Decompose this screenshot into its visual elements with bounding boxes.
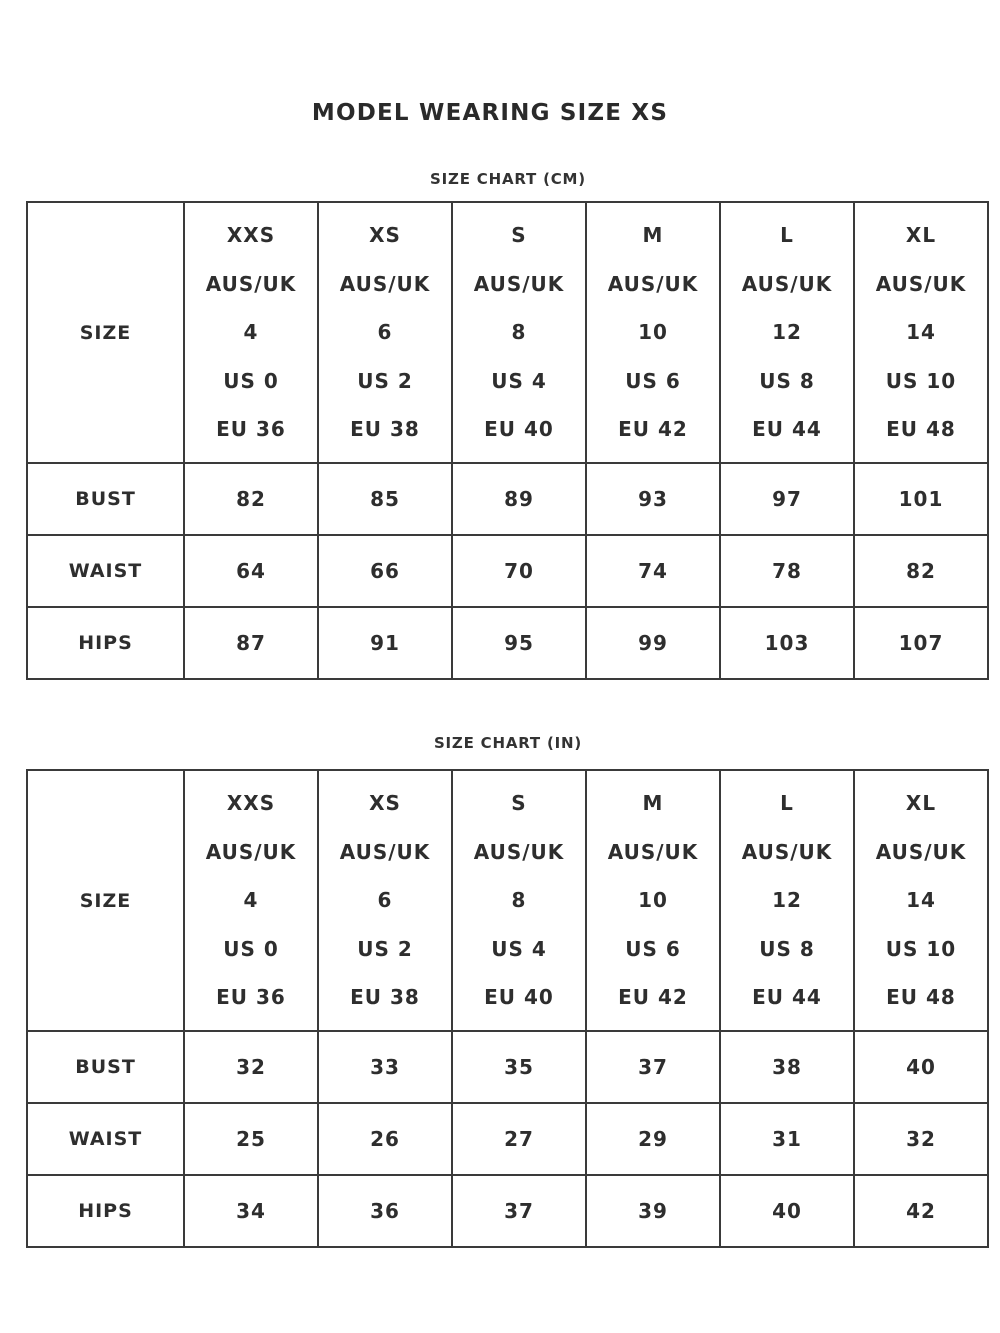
aus-uk-label: AUS/UK [473,271,565,296]
eu-size: EU 44 [752,417,822,442]
bust-cell: 33 [318,1031,452,1103]
size-header-row [27,770,988,1031]
waist-cell: 78 [720,535,854,607]
eu-size: EU 48 [886,985,956,1010]
hips-cell: 107 [854,607,988,679]
size-letter: M [642,791,664,816]
us-size: US 2 [357,936,413,961]
waist-cell: 26 [318,1103,452,1175]
eu-size: EU 36 [216,985,286,1010]
waist-row-label: WAIST [27,1103,184,1175]
aus-uk-size: 12 [772,888,802,913]
page-title: MODEL WEARING SIZE XS [311,100,669,126]
hips-row-label: HIPS [27,1175,184,1247]
size-chart-in-caption: SIZE CHART (IN) [433,734,583,752]
eu-size: EU 44 [752,985,822,1010]
us-size: US 8 [759,368,815,393]
bust-cell: 89 [452,463,586,535]
bust-row [27,1031,988,1103]
waist-row-label: WAIST [27,535,184,607]
size-header-cell-s [452,202,586,463]
waist-row [27,1103,988,1175]
hips-cell: 99 [586,607,720,679]
size-letter: M [642,223,664,248]
us-size: US 4 [491,368,547,393]
hips-cell: 87 [184,607,318,679]
bust-cell: 85 [318,463,452,535]
size-header-cell-l [720,202,854,463]
aus-uk-size: 14 [906,888,936,913]
waist-cell: 27 [452,1103,586,1175]
us-size: US 6 [625,936,681,961]
aus-uk-label: AUS/UK [339,839,431,864]
size-letter: XL [905,791,937,816]
us-size: US 4 [491,936,547,961]
eu-size: EU 40 [484,985,554,1010]
size-letter: S [511,791,527,816]
aus-uk-label: AUS/UK [741,839,833,864]
waist-row [27,535,988,607]
aus-uk-label: AUS/UK [607,271,699,296]
size-letter: L [780,223,794,248]
bust-cell: 93 [586,463,720,535]
size-row-label: SIZE [27,770,184,1031]
eu-size: EU 42 [618,417,688,442]
size-header-cell-xs [318,770,452,1031]
eu-size: EU 38 [350,417,420,442]
hips-cell: 36 [318,1175,452,1247]
us-size: US 6 [625,368,681,393]
waist-cell: 74 [586,535,720,607]
aus-uk-size: 4 [243,320,259,345]
size-header-cell-xl [854,202,988,463]
aus-uk-label: AUS/UK [875,271,967,296]
aus-uk-label: AUS/UK [205,839,297,864]
aus-uk-size: 8 [511,888,527,913]
bust-cell: 82 [184,463,318,535]
aus-uk-label: AUS/UK [339,271,431,296]
bust-cell: 38 [720,1031,854,1103]
size-letter: L [780,791,794,816]
aus-uk-label: AUS/UK [741,271,833,296]
waist-cell: 70 [452,535,586,607]
aus-uk-size: 12 [772,320,802,345]
aus-uk-size: 4 [243,888,259,913]
us-size: US 10 [885,368,957,393]
size-header-cell-xl [854,770,988,1031]
hips-cell: 103 [720,607,854,679]
size-header-cell-l [720,770,854,1031]
aus-uk-size: 10 [638,888,668,913]
waist-cell: 64 [184,535,318,607]
size-letter: XS [369,223,401,248]
us-size: US 8 [759,936,815,961]
aus-uk-size: 6 [377,320,393,345]
aus-uk-label: AUS/UK [205,271,297,296]
aus-uk-label: AUS/UK [607,839,699,864]
aus-uk-label: AUS/UK [875,839,967,864]
aus-uk-size: 10 [638,320,668,345]
hips-row [27,1175,988,1247]
bust-row [27,463,988,535]
size-header-cell-xs [318,202,452,463]
hips-row [27,607,988,679]
waist-cell: 25 [184,1103,318,1175]
hips-cell: 95 [452,607,586,679]
eu-size: EU 48 [886,417,956,442]
size-letter: S [511,223,527,248]
size-letter: XS [369,791,401,816]
bust-cell: 35 [452,1031,586,1103]
aus-uk-size: 8 [511,320,527,345]
bust-row-label: BUST [27,1031,184,1103]
size-header-cell-s [452,770,586,1031]
hips-row-label: HIPS [27,607,184,679]
bust-cell: 97 [720,463,854,535]
size-letter: XL [905,223,937,248]
us-size: US 0 [223,368,279,393]
size-row-label: SIZE [27,202,184,463]
size-header-row [27,202,988,463]
aus-uk-size: 6 [377,888,393,913]
size-chart-in-table [26,769,989,1248]
eu-size: EU 40 [484,417,554,442]
waist-cell: 32 [854,1103,988,1175]
aus-uk-size: 14 [906,320,936,345]
size-header-cell-m [586,202,720,463]
size-chart-cm-caption: SIZE CHART (CM) [430,170,586,188]
bust-cell: 32 [184,1031,318,1103]
hips-cell: 39 [586,1175,720,1247]
bust-cell: 40 [854,1031,988,1103]
bust-row-label: BUST [27,463,184,535]
waist-cell: 66 [318,535,452,607]
eu-size: EU 36 [216,417,286,442]
hips-cell: 91 [318,607,452,679]
hips-cell: 42 [854,1175,988,1247]
waist-cell: 29 [586,1103,720,1175]
eu-size: EU 38 [350,985,420,1010]
us-size: US 10 [885,936,957,961]
waist-cell: 82 [854,535,988,607]
eu-size: EU 42 [618,985,688,1010]
hips-cell: 40 [720,1175,854,1247]
size-letter: XXS [226,791,276,816]
size-letter: XXS [226,223,276,248]
waist-cell: 31 [720,1103,854,1175]
us-size: US 0 [223,936,279,961]
us-size: US 2 [357,368,413,393]
hips-cell: 37 [452,1175,586,1247]
size-chart-cm-table [26,201,989,680]
hips-cell: 34 [184,1175,318,1247]
bust-cell: 37 [586,1031,720,1103]
aus-uk-label: AUS/UK [473,839,565,864]
size-header-cell-m [586,770,720,1031]
size-header-cell-xxs [184,202,318,463]
bust-cell: 101 [854,463,988,535]
size-header-cell-xxs [184,770,318,1031]
